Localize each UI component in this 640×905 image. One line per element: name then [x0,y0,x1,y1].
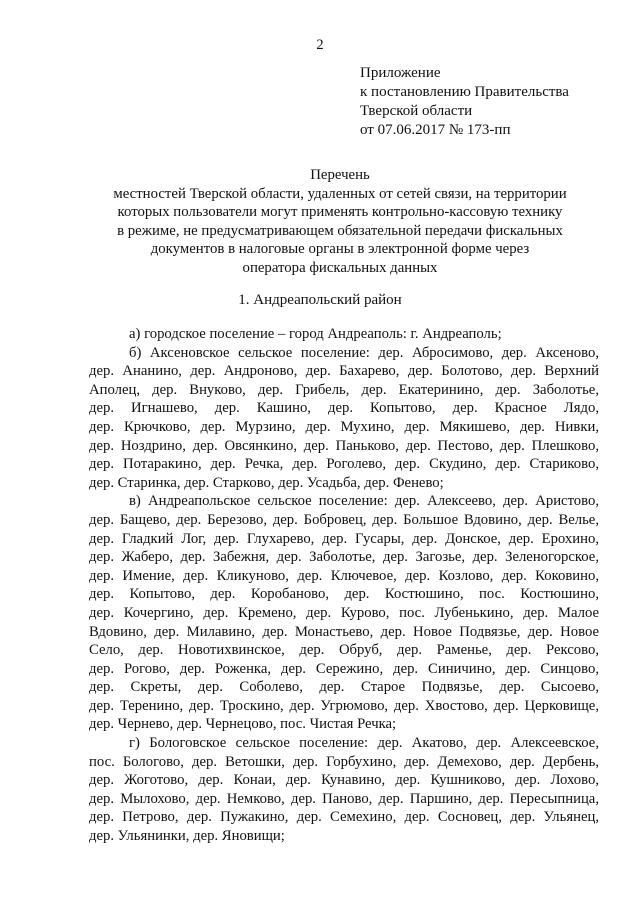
title-line: оператора фискальных данных [242,259,438,276]
body-line: дер. Ульянинки, дер. Яновищи; [89,828,285,845]
body-line: дер. Жаберо, дер. Забежня, дер. Заболотье, дер. Загозье, дер. Зеленогорское, [89,549,599,566]
title-line: которых пользователи могут применять контрольно-кассовую технику [117,204,563,220]
appendix-line: от 07.06.2017 № 173-пп [360,122,511,138]
document-title [70,166,610,277]
title-line: в режиме, не предусматривающем обязательной передачи фискальных [117,222,563,239]
body-line: пос. Бологово, дер. Ветошки, дер. Горбухино, дер. Демехово, дер. Дербень, [89,753,599,770]
appendix-line: Тверской области [360,103,473,119]
body-line: дер. Крючково, дер. Мурзино, дер. Мухино, дер. Мякишево, дер. Нивки, [89,418,599,435]
body-line: дер. Чернево, дер. Чернецово, пос. Чистая Речка; [89,716,397,733]
title-line: местностей Тверской области, удаленных от сетей связи, на территории [113,185,567,202]
body-line: дер. Копытово, дер. Коробаново, дер. Костюшино, пос. Костюшино, [89,586,599,603]
body-line: дер. Ананино, дер. Андроново, дер. Бахарево, дер. Болотово, дер. Верхний [89,363,599,380]
body-line: дер. Рогово, дер. Роженка, дер. Сережино, дер. Синичино, дер. Синцово, [89,660,599,677]
body-line: б) Аксеновское сельское поселение: дер. Абросимово, дер. Аксеново, [129,344,599,361]
settlement-list [89,325,599,846]
body-line: дер. Старинка, дер. Старково, дер. Усадьба, дер. Фенево; [89,474,444,491]
body-line: Вдовино, дер. Милавино, дер. Монастьево, дер. Новое Подвязье, дер. Новое [89,623,599,640]
appendix-line: Приложение [360,65,441,81]
body-line: дер. Кочергино, дер. Кремено, дер. Курово, пос. Лубенькино, дер. Малое [89,604,599,621]
body-line: дер. Петрово, дер. Пужакино, дер. Семехино, дер. Сосновец, дер. Ульянец, [89,809,599,826]
body-line: дер. Потаракино, дер. Речка, дер. Роголево, дер. Скудино, дер. Стариково, [89,456,599,473]
title-line: Перечень [310,167,370,183]
body-line: дер. Бащево, дер. Березово, дер. Бобровец, дер. Большое Вдовино, дер. Велье, [89,511,599,528]
body-line: дер. Жоготово, дер. Конаи, дер. Кунавино, дер. Кушниково, дер. Лохово, [89,772,599,789]
body-line: г) Бологовское сельское поселение: дер. Акатово, дер. Алексеевское, [129,735,599,752]
page-number: 2 [316,37,324,53]
body-line: дер. Гладкий Лог, дер. Глухарево, дер. Гусары, дер. Донское, дер. Ерохино, [89,530,599,547]
body-line: дер. Ноздрино, дер. Овсянкино, дер. Паньково, дер. Пестово, дер. Плешково, [89,437,599,454]
body-line: дер. Скреты, дер. Соболево, дер. Старое Подвязье, дер. Сысоево, [89,679,599,696]
body-line: дер. Мылохово, дер. Немково, дер. Паново, дер. Паршино, дер. Пересыпница, [89,790,599,807]
body-line: дер. Игнашево, дер. Кашино, дер. Копытово, дер. Красное Лядо, [89,400,599,417]
body-line: Аполец, дер. Внуково, дер. Грибель, дер. Екатеринино, дер. Заболотье, [89,381,599,398]
appendix-line: к постановлению Правительства [360,84,569,100]
appendix-block [360,64,630,140]
body-line: Село, дер. Новотихвинское, дер. Обруб, дер. Раменье, дер. Рексово, [89,642,599,659]
body-line: в) Андреапольское сельское поселение: дер. Алексеево, дер. Аристово, [129,493,599,510]
body-line: а) городское поселение – город Андреаполь: г. Андреаполь; [129,326,502,342]
district-heading: 1. Андреапольский район [238,292,402,308]
body-line: дер. Теренино, дер. Троскино, дер. Угрюмово, дер. Хвостово, дер. Церковище, [89,697,599,714]
title-line: документов в налоговые органы в электронной форме через [150,241,530,257]
body-line: дер. Имение, дер. Кликуново, дер. Ключевое, дер. Козлово, дер. Коковино, [89,567,599,584]
